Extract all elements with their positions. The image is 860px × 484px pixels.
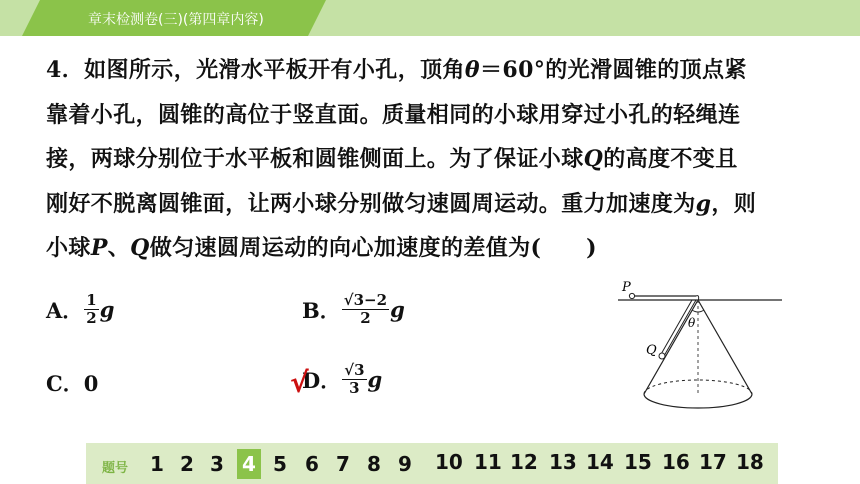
nav-item-11[interactable]: 11 xyxy=(474,450,502,474)
question-line-2: 靠着小孔，圆锥的高位于竖直面。质量相同的小球用穿过小孔的轻绳连 xyxy=(46,101,741,128)
option-a[interactable]: A． $\frac{1}{2}$ g xyxy=(46,291,115,327)
angle-arc xyxy=(692,310,704,312)
nav-item-8[interactable]: 8 xyxy=(367,452,381,476)
nav-label: 题号 xyxy=(102,461,129,476)
option-c[interactable]: C．0 xyxy=(46,371,99,396)
label-theta: θ xyxy=(688,316,696,330)
nav-item-7[interactable]: 7 xyxy=(336,452,350,476)
header xyxy=(0,0,860,36)
nav-item-2[interactable]: 2 xyxy=(180,452,194,476)
nav-item-5[interactable]: 5 xyxy=(273,452,287,476)
option-a-fraction: $\frac{1}{2}$ xyxy=(86,291,97,327)
nav-item-12[interactable]: 12 xyxy=(510,450,538,474)
cone-base-front xyxy=(644,394,752,408)
option-b-fraction: $\frac{√3-2}{2}$ xyxy=(343,291,388,327)
nav-item-13[interactable]: 13 xyxy=(549,450,577,474)
chapter-title: 章末检测卷(三)(第四章内容) xyxy=(88,12,264,28)
nav-item-14[interactable]: 14 xyxy=(586,450,614,474)
ball-q xyxy=(659,353,665,359)
nav-item-15[interactable]: 15 xyxy=(624,450,652,474)
cone-diagram xyxy=(612,276,792,422)
question-nav xyxy=(86,443,778,484)
option-d[interactable]: D． $\frac{√3}{3}$ g xyxy=(302,361,383,397)
question-line-3: 接，两球分别位于水平板和圆锥侧面上。为了保证小球Q的高度不变且 xyxy=(46,146,738,172)
nav-item-17[interactable]: 17 xyxy=(699,450,727,474)
nav-item-16[interactable]: 16 xyxy=(662,450,690,474)
nav-item-1[interactable]: 1 xyxy=(150,452,164,476)
label-p: P xyxy=(622,280,631,295)
label-q: Q xyxy=(646,343,657,358)
nav-item-3[interactable]: 3 xyxy=(210,452,224,476)
option-d-fraction: $\frac{√3}{3}$ xyxy=(344,361,365,397)
question-line-4: 刚好不脱离圆锥面，让两小球分别做匀速圆周运动。重力加速度为g，则 xyxy=(46,190,757,217)
nav-item-18[interactable]: 18 xyxy=(736,450,764,474)
question-text xyxy=(46,48,826,271)
question-line-1: 4．如图所示，光滑水平板开有小孔，顶角θ＝60°的光滑圆锥的顶点紧 xyxy=(46,57,747,83)
answer-check-mark: √ xyxy=(290,366,309,399)
nav-item-4[interactable]: 4 xyxy=(237,449,261,479)
nav-item-10[interactable]: 10 xyxy=(435,450,463,474)
option-b[interactable]: B． $\frac{√3-2}{2}$ g xyxy=(302,291,405,327)
nav-item-9[interactable]: 9 xyxy=(398,452,412,476)
question-line-5: 小球P、Q做匀速圆周运动的向心加速度的差值为( ) xyxy=(46,235,597,261)
nav-item-6[interactable]: 6 xyxy=(305,452,319,476)
